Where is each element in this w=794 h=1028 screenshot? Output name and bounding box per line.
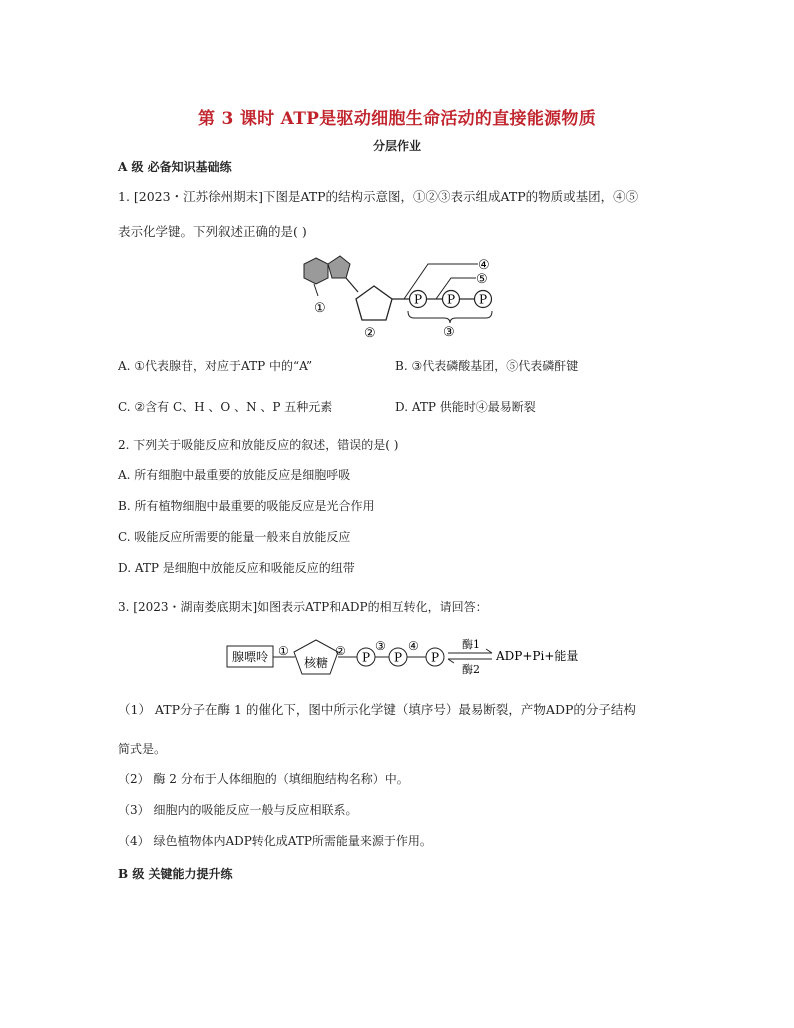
- atp-adp-conversion-diagram: [226, 634, 586, 676]
- phosphate-brace: [408, 311, 492, 323]
- diagram1-label-5: ⑤: [476, 272, 488, 287]
- diagram1-label-4: ④: [478, 258, 490, 273]
- q1-stem-line1: 1. [2023・江苏徐州期末]下图是ATP的结构示意图，①②③表示组成ATP的物质或基团，④⑤: [118, 189, 639, 204]
- diagram2-label-4: ④: [408, 639, 419, 653]
- q3-sub3: （3） 细胞内的吸能反应一般与反应相联系。: [118, 803, 358, 817]
- adenine-label: 腺嘌呤: [231, 650, 269, 664]
- q1-stem-line2: 表示化学键。下列叙述正确的是( ): [118, 224, 307, 239]
- diagram1-label-2: ②: [364, 326, 376, 341]
- q3-phosphate-1-label: P: [361, 650, 371, 665]
- page-title: 第 3 课时 ATP是驱动细胞生命活动的直接能源物质: [197, 109, 597, 129]
- ribose-shape: [356, 286, 392, 320]
- diagram1-label-3: ③: [443, 325, 455, 340]
- q1-phosphate-3-label: P: [478, 292, 488, 307]
- products-label: ADP+Pi+能量: [496, 649, 579, 663]
- diagram2-label-3: ③: [375, 639, 386, 653]
- adenine-shape: [304, 256, 350, 284]
- q2-option-d: D. ATP 是细胞中放能反应和吸能反应的纽带: [118, 561, 355, 575]
- diagram1-label-1: ①: [314, 301, 326, 316]
- section-b-heading: B 级 关键能力提升练: [118, 867, 233, 881]
- q1-option-b: B. ③代表磷酸基团，⑤代表磷酐键: [395, 359, 579, 373]
- q1-option-d: D. ATP 供能时④最易断裂: [395, 400, 536, 414]
- q3-sub1-line2: 简式是。: [118, 742, 167, 756]
- ribose-label: 核糖: [303, 656, 329, 670]
- section-a-heading: A 级 必备知识基础练: [118, 160, 232, 174]
- q1-option-a: A. ①代表腺苷，对应于ATP 中的“A”: [118, 359, 313, 373]
- enzyme-2-label: 酶2: [462, 663, 480, 676]
- q1-option-c: C. ②含有 C、H 、O 、N 、P 五种元素: [118, 400, 333, 414]
- diagram2-label-2: ②: [335, 644, 346, 658]
- q2-option-b: B. 所有植物细胞中最重要的吸能反应是光合作用: [118, 499, 375, 513]
- atp-structure-diagram: [296, 226, 506, 342]
- q3-phosphate-2-label: P: [393, 650, 403, 665]
- q2-stem: 2. 下列关于吸能反应和放能反应的叙述，错误的是( ): [118, 438, 399, 452]
- q3-sub1-line1: （1） ATP分子在酶 1 的催化下，图中所示化学键（填序号）最易断裂，产物ADP的分子结构: [118, 702, 636, 717]
- q1-phosphate-2-label: P: [446, 292, 456, 307]
- q3-stem: 3. [2023・湖南娄底期末]如图表示ATP和ADP的相互转化，请回答：: [118, 600, 488, 614]
- q2-option-c: C. 吸能反应所需要的能量一般来自放能反应: [118, 530, 351, 544]
- q3-phosphate-3-label: P: [430, 650, 440, 665]
- enzyme-1-label: 酶1: [462, 638, 480, 651]
- q1-phosphate-1-label: P: [413, 292, 423, 307]
- page-subtitle: 分层作业: [372, 139, 421, 153]
- q3-sub4: （4） 绿色植物体内ADP转化成ATP所需能量来源于作用。: [118, 834, 432, 848]
- q3-sub2: （2） 酶 2 分布于人体细胞的（填细胞结构名称）中。: [118, 772, 409, 786]
- diagram2-label-1: ①: [278, 644, 289, 658]
- q2-option-a: A. 所有细胞中最重要的放能反应是细胞呼吸: [118, 468, 351, 482]
